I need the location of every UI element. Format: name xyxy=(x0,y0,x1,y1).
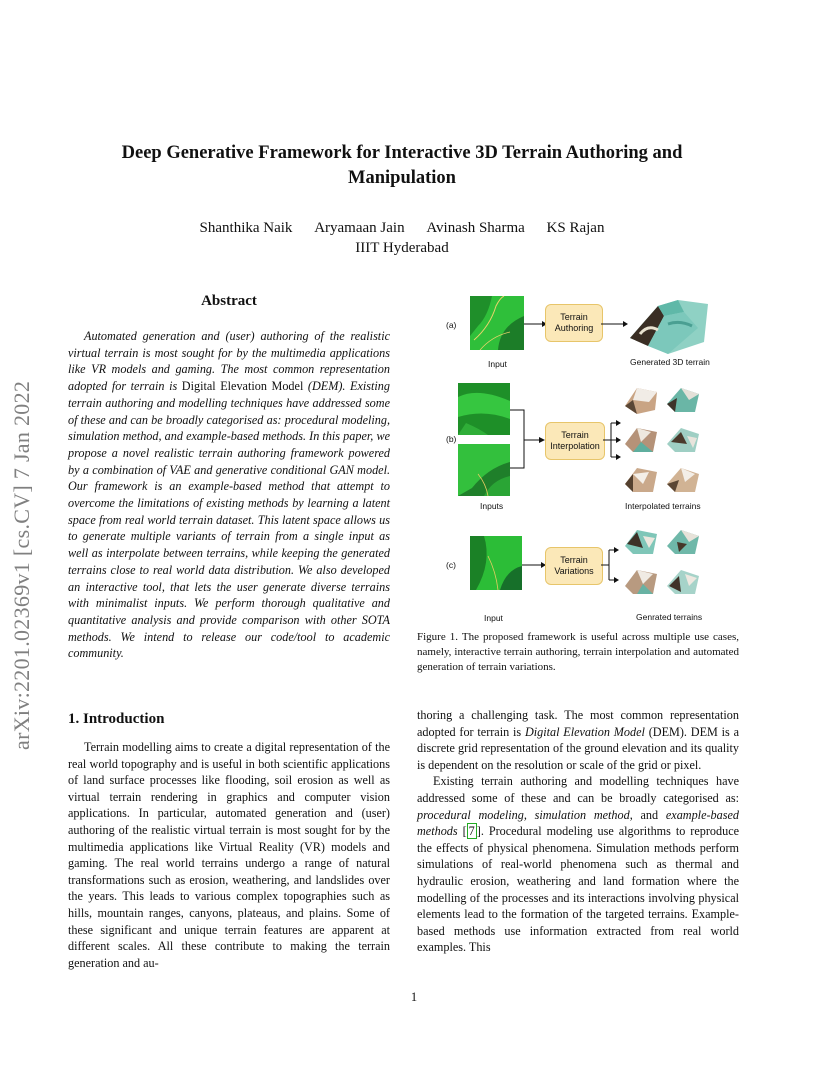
terrain-thumbnail xyxy=(665,566,701,598)
italic-term: Digital Elevation Model xyxy=(524,724,645,739)
paragraph-text: , and xyxy=(629,807,666,822)
author-name: KS Rajan xyxy=(546,220,605,236)
abstract-heading: Abstract xyxy=(201,293,257,309)
abstract-body xyxy=(68,328,390,662)
author-list xyxy=(100,218,704,238)
panel-input-label: Input xyxy=(484,613,503,623)
abstract-text: Automated generation and (user) authoring of the realistic virtual terrain is most sought for by the multimedia applications like VR models and gaming. The most common representation adopted for terrain is xyxy=(68,329,390,394)
merge-connector xyxy=(510,408,546,472)
panel-tag: (c) xyxy=(446,560,456,570)
author-name: Aryamaan Jain xyxy=(314,220,405,236)
split-connector xyxy=(603,419,621,461)
citation-link[interactable]: 7 xyxy=(468,824,475,839)
panel-output-label: Interpolated terrains xyxy=(625,501,701,511)
terrain-thumbnail xyxy=(665,384,701,416)
terrain-thumbnail xyxy=(623,526,659,558)
terrain-thumbnail xyxy=(623,566,659,598)
panel-input-label: Input xyxy=(488,359,507,369)
paragraph xyxy=(417,707,739,773)
author-name: Shanthika Naik xyxy=(199,220,293,236)
terrain-authoring-box: Terrain Authoring xyxy=(545,304,603,342)
author-block xyxy=(100,218,704,258)
italic-term: example-based methods xyxy=(417,807,739,839)
terrain-variations-box: Terrain Variations xyxy=(545,547,603,585)
input-sketch-map xyxy=(458,383,510,435)
affiliation: IIIT Hyderabad xyxy=(355,240,449,256)
intro-right-column xyxy=(417,707,739,956)
paragraph-text: thoring a challenging task. The most common representation adopted for terrain is xyxy=(417,708,739,739)
abstract-text: (DEM). Existing terrain authoring and modelling techniques have addressed some of these and can be broadly categorised as: procedural modeling, simulation method, and example-based methods. In this paper, we propose a novel realistic terrain authoring framework powered by a combination of VAE and generative conditional GAN model. Our framework is an example-based method that attempt to overcome the limitations of existing methods by learning a latent space from real world terrain dataset. This latent space allows us to generate multiple variants of terrain from a single input as well as interpolate between terrains, while keeping the generated terrains close to real world data distribution. We also developed an interactive tool, that lets the user generate diverse terrains with minimalist inputs. We perform thorough qualitative and quantitative analysis and provide comparison with other SOTA methods. We intend to release our code/tool to academic community. xyxy=(68,379,390,661)
page-number: 1 xyxy=(410,990,418,1004)
paper-title: Deep Generative Framework for Interactive 3D Terrain Authoring and Manipulation xyxy=(121,143,683,188)
panel-tag: (b) xyxy=(446,434,457,444)
generated-3d-terrain xyxy=(628,294,710,356)
section-heading: 1. Introduction xyxy=(68,711,165,727)
paragraph: Existing terrain authoring and modelling techniques have addressed some of these and can be broadly categorised as: procedural modeling, simulation method, and example-based methods [ 7 ]. Procedural modeling use algorithms to reproduce the effects of physical phenomena. Simulation methods perform simulations of real-world phenomena such as thermal and hydraulic erosion, weathering and land formation where the modelling of the processes and its interactions involving physical elements lead to the formation of the targeted terrains. Example-based methods use information extracted from real world examples. This xyxy=(417,774,740,955)
paragraph-text: Existing terrain authoring and modelling techniques have addressed some of these and can be broadly categorised as: xyxy=(417,774,739,805)
split-connector xyxy=(601,544,621,586)
terrain-thumbnail xyxy=(665,526,701,558)
input-sketch-map xyxy=(470,296,524,350)
terrain-interpolation-box: Terrain Interpolation xyxy=(545,422,605,460)
input-sketch-map xyxy=(470,536,522,590)
abstract-upright-term: Digital Elevation Model xyxy=(181,379,304,394)
terrain-thumbnail xyxy=(623,424,659,456)
terrain-thumbnail xyxy=(623,464,659,496)
figure-1 xyxy=(440,290,740,622)
paragraph: Terrain modelling aims to create a digital representation of the real world topography and is useful in both scientific applications of land surface processes like flooding, soil erosion as well as virtual terrain rendering in graphics and computer vision applications. In particular, automated generation and (user) authoring of the realistic virtual terrain is most sought for by the multimedia applications like Virtual Reality (VR) models and gaming. The real world terrains undergo a range of natural transformations such as erosion, weathering, and landslides over the years. This leads to various complex topographies such as hills, mountain ranges, canyons, plateaus, and plains. Some of these significant and unique terrain features are apparent at different scales. All these contribute to making the terrain generation and au- xyxy=(68,740,390,970)
arrow-icon xyxy=(601,320,629,328)
arxiv-identifier: arXiv:2201.02369v1 [cs.CV] 7 Jan 2022 xyxy=(9,380,34,750)
paragraph-text: . Procedural modeling use algorithms to reproduce the effects of physical phenomena. Simulation methods perform simulations of real-world phenomena such as thermal and hydraulic erosion, weathering and land formation where the modelling of the processes and its interactions involving physical elements lead to the formation of the targeted terrains. Example-based methods use information extracted from real world examples. This xyxy=(417,824,740,955)
panel-tag: (a) xyxy=(446,320,457,330)
italic-term: procedural modeling, simulation method xyxy=(417,807,630,822)
terrain-thumbnail xyxy=(623,384,659,416)
panel-output-label: Generated 3D terrain xyxy=(630,357,710,367)
terrain-thumbnail xyxy=(665,424,701,456)
paragraph-text: (DEM). DEM is a discrete grid representation of the ground elevation and its quality is dependent on the resolution or scale of the grid or pixel. xyxy=(417,724,739,772)
figure-caption: Figure 1. The proposed framework is useful across multiple use cases, namely, interactive terrain authoring, terrain interpolation and automated generation of terrain variations. xyxy=(417,631,739,673)
panel-input-label: Inputs xyxy=(480,501,504,511)
author-name: Avinash Sharma xyxy=(426,220,525,236)
intro-left-column xyxy=(68,739,390,971)
panel-output-label: Genrated terrains xyxy=(636,612,703,622)
terrain-thumbnail xyxy=(665,464,701,496)
input-sketch-map xyxy=(458,444,510,496)
